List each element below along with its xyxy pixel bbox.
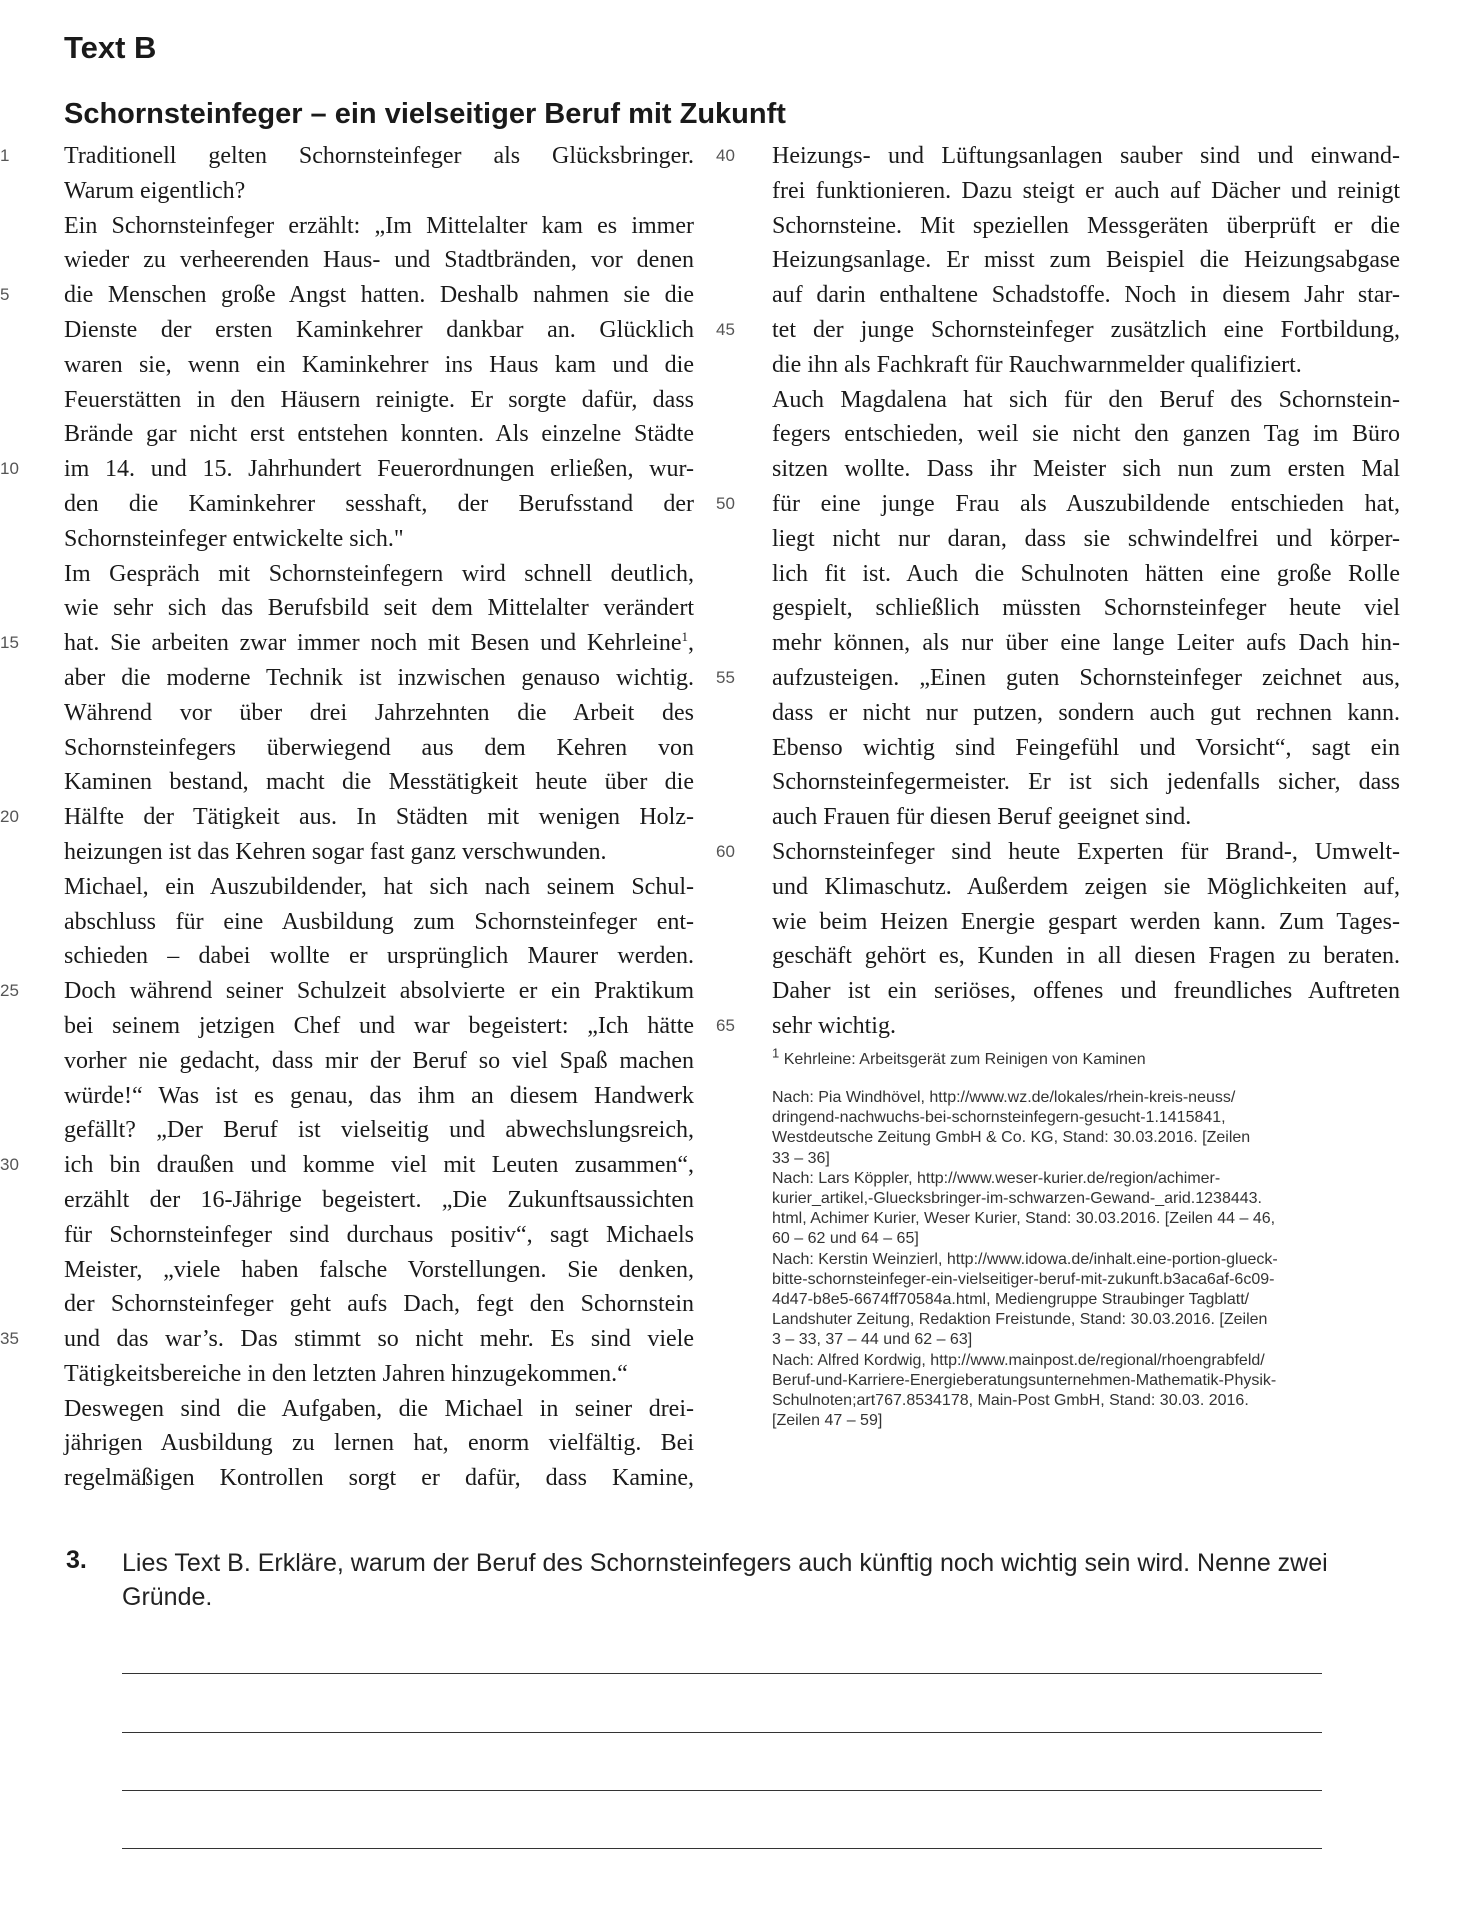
line-number: 50 (716, 493, 735, 513)
source-line: Westdeutsche Zeitung GmbH & Co. KG, Stand: 30.03.2016. [Zeilen (772, 1129, 1251, 1147)
article-line (64, 870, 694, 905)
line-number: 5 (0, 285, 10, 305)
footnote-reference: 1 (681, 629, 688, 645)
line-number: 55 (716, 667, 735, 687)
line-text: Schornsteinfegermeister. Er ist sich jedenfalls sicher, dass (772, 769, 1400, 796)
source-line: Nach: Pia Windhövel, http://www.wz.de/lokales/rhein-kreis-neuss/ (772, 1089, 1236, 1106)
line-number: 40 (716, 146, 735, 165)
line-text: Schornsteine. Mit speziellen Messgeräten überprüft er die (772, 212, 1400, 239)
line-text: Hälfte der Tätigkeit aus. In Städten mit wenigen Holz- (64, 804, 694, 831)
source-line: Landshuter Zeitung, Redaktion Freistunde, Stand: 30.03.2016. [Zeilen (772, 1311, 1268, 1329)
article-column-right (716, 139, 1400, 1044)
answer-line[interactable] (122, 1673, 1322, 1674)
article-line (772, 939, 1400, 974)
line-text: fegers entschieden, weil sie nicht den ganzen Tag im Büro (772, 421, 1400, 448)
article-line (772, 731, 1400, 766)
line-text: würde!“ Was ist es genau, das ihm an diesem Handwerk (64, 1082, 694, 1109)
source-line: bitte-schornsteinfeger-ein-vielseitiger-beruf-mit-zukunft.b3aca6af-6c09- (772, 1270, 1275, 1288)
line-text: auch Frauen für diesen Beruf geeignet sind. (772, 804, 1192, 831)
line-text: im 14. und 15. Jahrhundert Feuerordnungen erließen, wur- (64, 456, 694, 483)
line-number: 60 (716, 841, 735, 861)
task-number: 3. (66, 1546, 87, 1574)
article-line (64, 174, 694, 209)
line-text: Dienste der ersten Kaminkehrer dankbar an. Glücklich (64, 316, 694, 343)
source-line: Nach: Lars Köppler, http://www.weser-kurier.de/region/achimer- (772, 1169, 1221, 1187)
source-line: 60 – 62 und 64 – 65] (772, 1230, 919, 1248)
article-line (64, 417, 694, 452)
line-number: 15 (0, 633, 19, 653)
line-text: geschäft gehört es, Kunden in all diesen Fragen zu beraten. (772, 943, 1400, 970)
article-line (64, 313, 694, 348)
source-line: 33 – 36] (772, 1149, 830, 1167)
line-text: waren sie, wenn ein Kaminkehrer ins Haus kam und die (64, 351, 694, 378)
article-line (64, 1079, 694, 1114)
line-text: frei funktionieren. Dazu steigt er auch auf Dächer und reinigt (772, 177, 1400, 204)
line-text: Michael, ein Auszubildender, hat sich nach seinem Schul- (64, 873, 694, 900)
article-line (64, 1461, 694, 1496)
source-line: 3 – 33, 37 – 44 und 62 – 63] (772, 1331, 973, 1349)
article-line (64, 1113, 694, 1148)
article-line (64, 1392, 694, 1427)
text-label: Text B (64, 30, 157, 65)
article-line (772, 452, 1400, 487)
line-text: Schornsteinfeger entwickelte sich." (64, 525, 404, 552)
article-line (64, 1183, 694, 1218)
line-text: Daher ist ein seriöses, offenes und freundliches Auftreten (772, 978, 1400, 1005)
line-text: Brände gar nicht erst entstehen konnten. Als einzelne Städte (64, 421, 694, 448)
article-line (64, 905, 694, 940)
article-line (0, 278, 694, 313)
source-line: Beruf-und-Karriere-Energieberatungsunternehmen-Mathematik-Physik- (772, 1371, 1277, 1389)
article-line (64, 1287, 694, 1322)
line-text: Traditionell gelten Schornsteinfeger als Glücksbringer. (64, 143, 694, 169)
line-text: bei seinem jetzigen Chef und war begeistert: „Ich hätte (64, 1012, 694, 1039)
article-line (716, 313, 1400, 348)
article-line (716, 1009, 1400, 1044)
article-line (0, 452, 694, 487)
article-line (64, 348, 694, 383)
article-line (64, 1044, 694, 1079)
article-line (64, 383, 694, 418)
article-line (772, 870, 1400, 905)
article-line (772, 243, 1400, 278)
line-text: Ein Schornsteinfeger erzählt: „Im Mittelalter kam es immer (64, 212, 694, 239)
line-text: wie sehr sich das Berufsbild seit dem Mittelalter verändert (64, 595, 694, 622)
article-line (64, 661, 694, 696)
article-line (772, 974, 1400, 1009)
footnote-text: Kehrleine: Arbeitsgerät zum Reinigen von Kaminen (783, 1051, 1146, 1068)
line-text: aufzusteigen. „Einen guten Schornsteinfeger zeichnet aus, (772, 664, 1400, 691)
article-line (64, 939, 694, 974)
article-line (64, 1009, 694, 1044)
line-number: 1 (0, 146, 10, 165)
line-number: 30 (0, 1155, 19, 1175)
article-line (772, 591, 1400, 626)
source-line: dringend-nachwuchs-bei-schornsteinfegern-gesucht-1.1415841, (772, 1109, 1226, 1127)
article-line (0, 1148, 694, 1183)
article-line (716, 139, 1400, 174)
footnote (772, 1045, 1412, 1069)
article-line (0, 139, 694, 174)
source-line: kurier_artikel,-Gluecksbringer-im-schwarzen-Gewand-_arid.1238443. (772, 1190, 1262, 1208)
article-line (772, 800, 1400, 835)
article-line (64, 1218, 694, 1253)
article-line (716, 835, 1400, 870)
line-number: 45 (716, 319, 735, 339)
article-line (772, 696, 1400, 731)
line-text: und Klimaschutz. Außerdem zeigen sie Möglichkeiten auf, (772, 873, 1400, 900)
source-line: [Zeilen 47 – 59] (772, 1412, 883, 1430)
article-line (0, 800, 694, 835)
line-text: und das war’s. Das stimmt so nicht mehr. Es sind viele (64, 1326, 694, 1353)
line-text: sehr wichtig. (772, 1012, 896, 1039)
article-line (772, 383, 1400, 418)
line-text: lich fit ist. Auch die Schulnoten hätten eine große Rolle (772, 560, 1400, 587)
article-line (64, 765, 694, 800)
article-line (716, 661, 1400, 696)
line-text: Tätigkeitsbereiche in den letzten Jahren hinzugekommen.“ (64, 1360, 628, 1387)
article-line (772, 174, 1400, 209)
line-text: wieder zu verheerenden Haus- und Stadtbränden, vor denen (64, 247, 694, 274)
article-line (64, 557, 694, 592)
line-text: Doch während seiner Schulzeit absolvierte er ein Praktikum (64, 978, 694, 1005)
line-text: wie beim Heizen Energie gespart werden kann. Zum Tages- (772, 908, 1400, 935)
line-text: schieden – dabei wollte er ursprünglich Maurer werden. (64, 943, 694, 970)
line-text: vorher nie gedacht, dass mir der Beruf so viel Spaß machen (64, 1047, 694, 1074)
article-line (64, 696, 694, 731)
article-line (772, 209, 1400, 244)
source-line: 4d47-b8e5-6674ff70584a.html, Mediengruppe Straubinger Tagblatt/ (772, 1291, 1250, 1309)
article-line (64, 1253, 694, 1288)
line-text: Kaminen bestand, macht die Messtätigkeit heute über die (64, 769, 694, 796)
article-line (0, 626, 694, 661)
article-line (772, 278, 1400, 313)
article-line (0, 974, 694, 1009)
line-text: tet der junge Schornsteinfeger zusätzlich eine Fortbildung, (772, 316, 1400, 343)
source-line: Nach: Alfred Kordwig, http://www.mainpost.de/regional/rhoengrabfeld/ (772, 1351, 1265, 1369)
line-text: den die Kaminkehrer sesshaft, der Berufsstand der (64, 490, 694, 517)
line-number: 35 (0, 1329, 19, 1349)
line-text: gespielt, schließlich müssten Schornsteinfeger heute viel (772, 595, 1400, 622)
line-text: Warum eigentlich? (64, 177, 246, 204)
line-text: Deswegen sind die Aufgaben, die Michael in seiner drei- (64, 1395, 694, 1422)
answer-line[interactable] (122, 1790, 1322, 1791)
article-line (64, 1426, 694, 1461)
line-text: aber die moderne Technik ist inzwischen genauso wichtig. (64, 664, 694, 691)
line-text: erzählt der 16-Jährige begeistert. „Die Zukunftsaussichten (64, 1186, 694, 1213)
line-text-tail: , (688, 630, 694, 657)
article-column-left (0, 139, 694, 1496)
line-number: 65 (716, 1015, 735, 1035)
line-text: hat. Sie arbeiten zwar immer noch mit Besen und Kehrleine (64, 630, 682, 657)
article-line (772, 557, 1400, 592)
article-line (772, 348, 1400, 383)
article-line (772, 626, 1400, 661)
article-line (772, 765, 1400, 800)
line-text: mehr können, als nur über eine lange Leiter aufs Dach hin- (772, 630, 1400, 657)
article-line (0, 1322, 694, 1357)
line-text: gefällt? „Der Beruf ist vielseitig und abwechslungsreich, (64, 1117, 694, 1144)
line-text: abschluss für eine Ausbildung zum Schornsteinfeger ent- (64, 908, 694, 935)
line-text: Schornsteinfeger sind heute Experten für Brand-, Umwelt- (772, 838, 1400, 865)
line-number: 20 (0, 807, 19, 827)
line-text: regelmäßigen Kontrollen sorgt er dafür, dass Kamine, (64, 1465, 694, 1492)
article-line (772, 417, 1400, 452)
line-text: Heizungs- und Lüftungsanlagen sauber sind und einwand- (772, 143, 1400, 169)
article-line (772, 522, 1400, 557)
source-line: Schulnoten;art767.8534178, Main-Post GmbH, Stand: 30.03. 2016. (772, 1392, 1249, 1410)
line-text: Meister, „viele haben falsche Vorstellungen. Sie denken, (64, 1256, 694, 1283)
line-text: jährigen Ausbildung zu lernen hat, enorm vielfältig. Bei (64, 1430, 694, 1457)
line-text: Im Gespräch mit Schornsteinfegern wird schnell deutlich, (64, 560, 694, 587)
line-text: ich bin draußen und komme viel mit Leuten zusammen“, (64, 1152, 694, 1179)
article-line (64, 591, 694, 626)
line-text: Ebenso wichtig sind Feingefühl und Vorsicht“, sagt ein (772, 734, 1400, 761)
line-text: Während vor über drei Jahrzehnten die Arbeit des (64, 699, 694, 726)
line-text: dass er nicht nur putzen, sondern auch gut rechnen kann. (772, 699, 1400, 726)
line-number: 10 (0, 459, 19, 479)
article-line (64, 835, 694, 870)
task-question: Lies Text B. Erkläre, warum der Beruf des Schornsteinfegers auch künftig noch wichtig sein wird. Nenne zwei Gründe. (122, 1549, 1328, 1611)
line-text: für Schornsteinfeger sind durchaus positiv“, sagt Michaels (64, 1221, 694, 1248)
line-text: auf darin enthaltene Schadstoffe. Noch in diesem Jahr star- (772, 282, 1400, 309)
article-title: Schornsteinfeger – ein vielseitiger Beruf mit Zukunft (64, 98, 786, 130)
line-text: liegt nicht nur daran, dass sie schwindelfrei und körper- (772, 525, 1400, 552)
article-line (64, 487, 694, 522)
footnote-mark: 1 (772, 1045, 780, 1061)
article-line (64, 243, 694, 278)
line-text: die Menschen große Angst hatten. Deshalb nahmen sie die (64, 282, 694, 309)
article-line (716, 487, 1400, 522)
article-line (64, 522, 694, 557)
answer-line[interactable] (122, 1848, 1322, 1849)
line-text: heizungen ist das Kehren sogar fast ganz verschwunden. (64, 838, 607, 865)
line-text: Schornsteinfegers überwiegend aus dem Kehren von (64, 734, 694, 761)
article-line (64, 209, 694, 244)
source-line: Nach: Kerstin Weinzierl, http://www.idowa.de/inhalt.eine-portion-glueck- (772, 1250, 1278, 1268)
line-text: Heizungsanlage. Er misst zum Beispiel die Heizungsabgase (772, 247, 1400, 274)
line-text: Feuerstätten in den Häusern reinigte. Er sorgte dafür, dass (64, 386, 694, 413)
article-line (772, 905, 1400, 940)
source-list (772, 1088, 1412, 1431)
line-text: sitzen wollte. Dass ihr Meister sich nun zum ersten Mal (772, 456, 1400, 483)
article-line (64, 731, 694, 766)
line-number: 25 (0, 981, 19, 1001)
article-line (64, 1357, 694, 1392)
line-text: Auch Magdalena hat sich für den Beruf des Schornstein- (772, 386, 1400, 413)
line-text: für eine junge Frau als Auszubildende entschieden hat, (772, 490, 1400, 517)
source-line: html, Achimer Kurier, Weser Kurier, Stand: 30.03.2016. [Zeilen 44 – 46, (772, 1210, 1276, 1228)
line-text: die ihn als Fachkraft für Rauchwarnmelder qualifiziert. (772, 351, 1302, 378)
answer-line[interactable] (122, 1732, 1322, 1733)
line-text: der Schornsteinfeger geht aufs Dach, fegt den Schornstein (64, 1291, 694, 1318)
